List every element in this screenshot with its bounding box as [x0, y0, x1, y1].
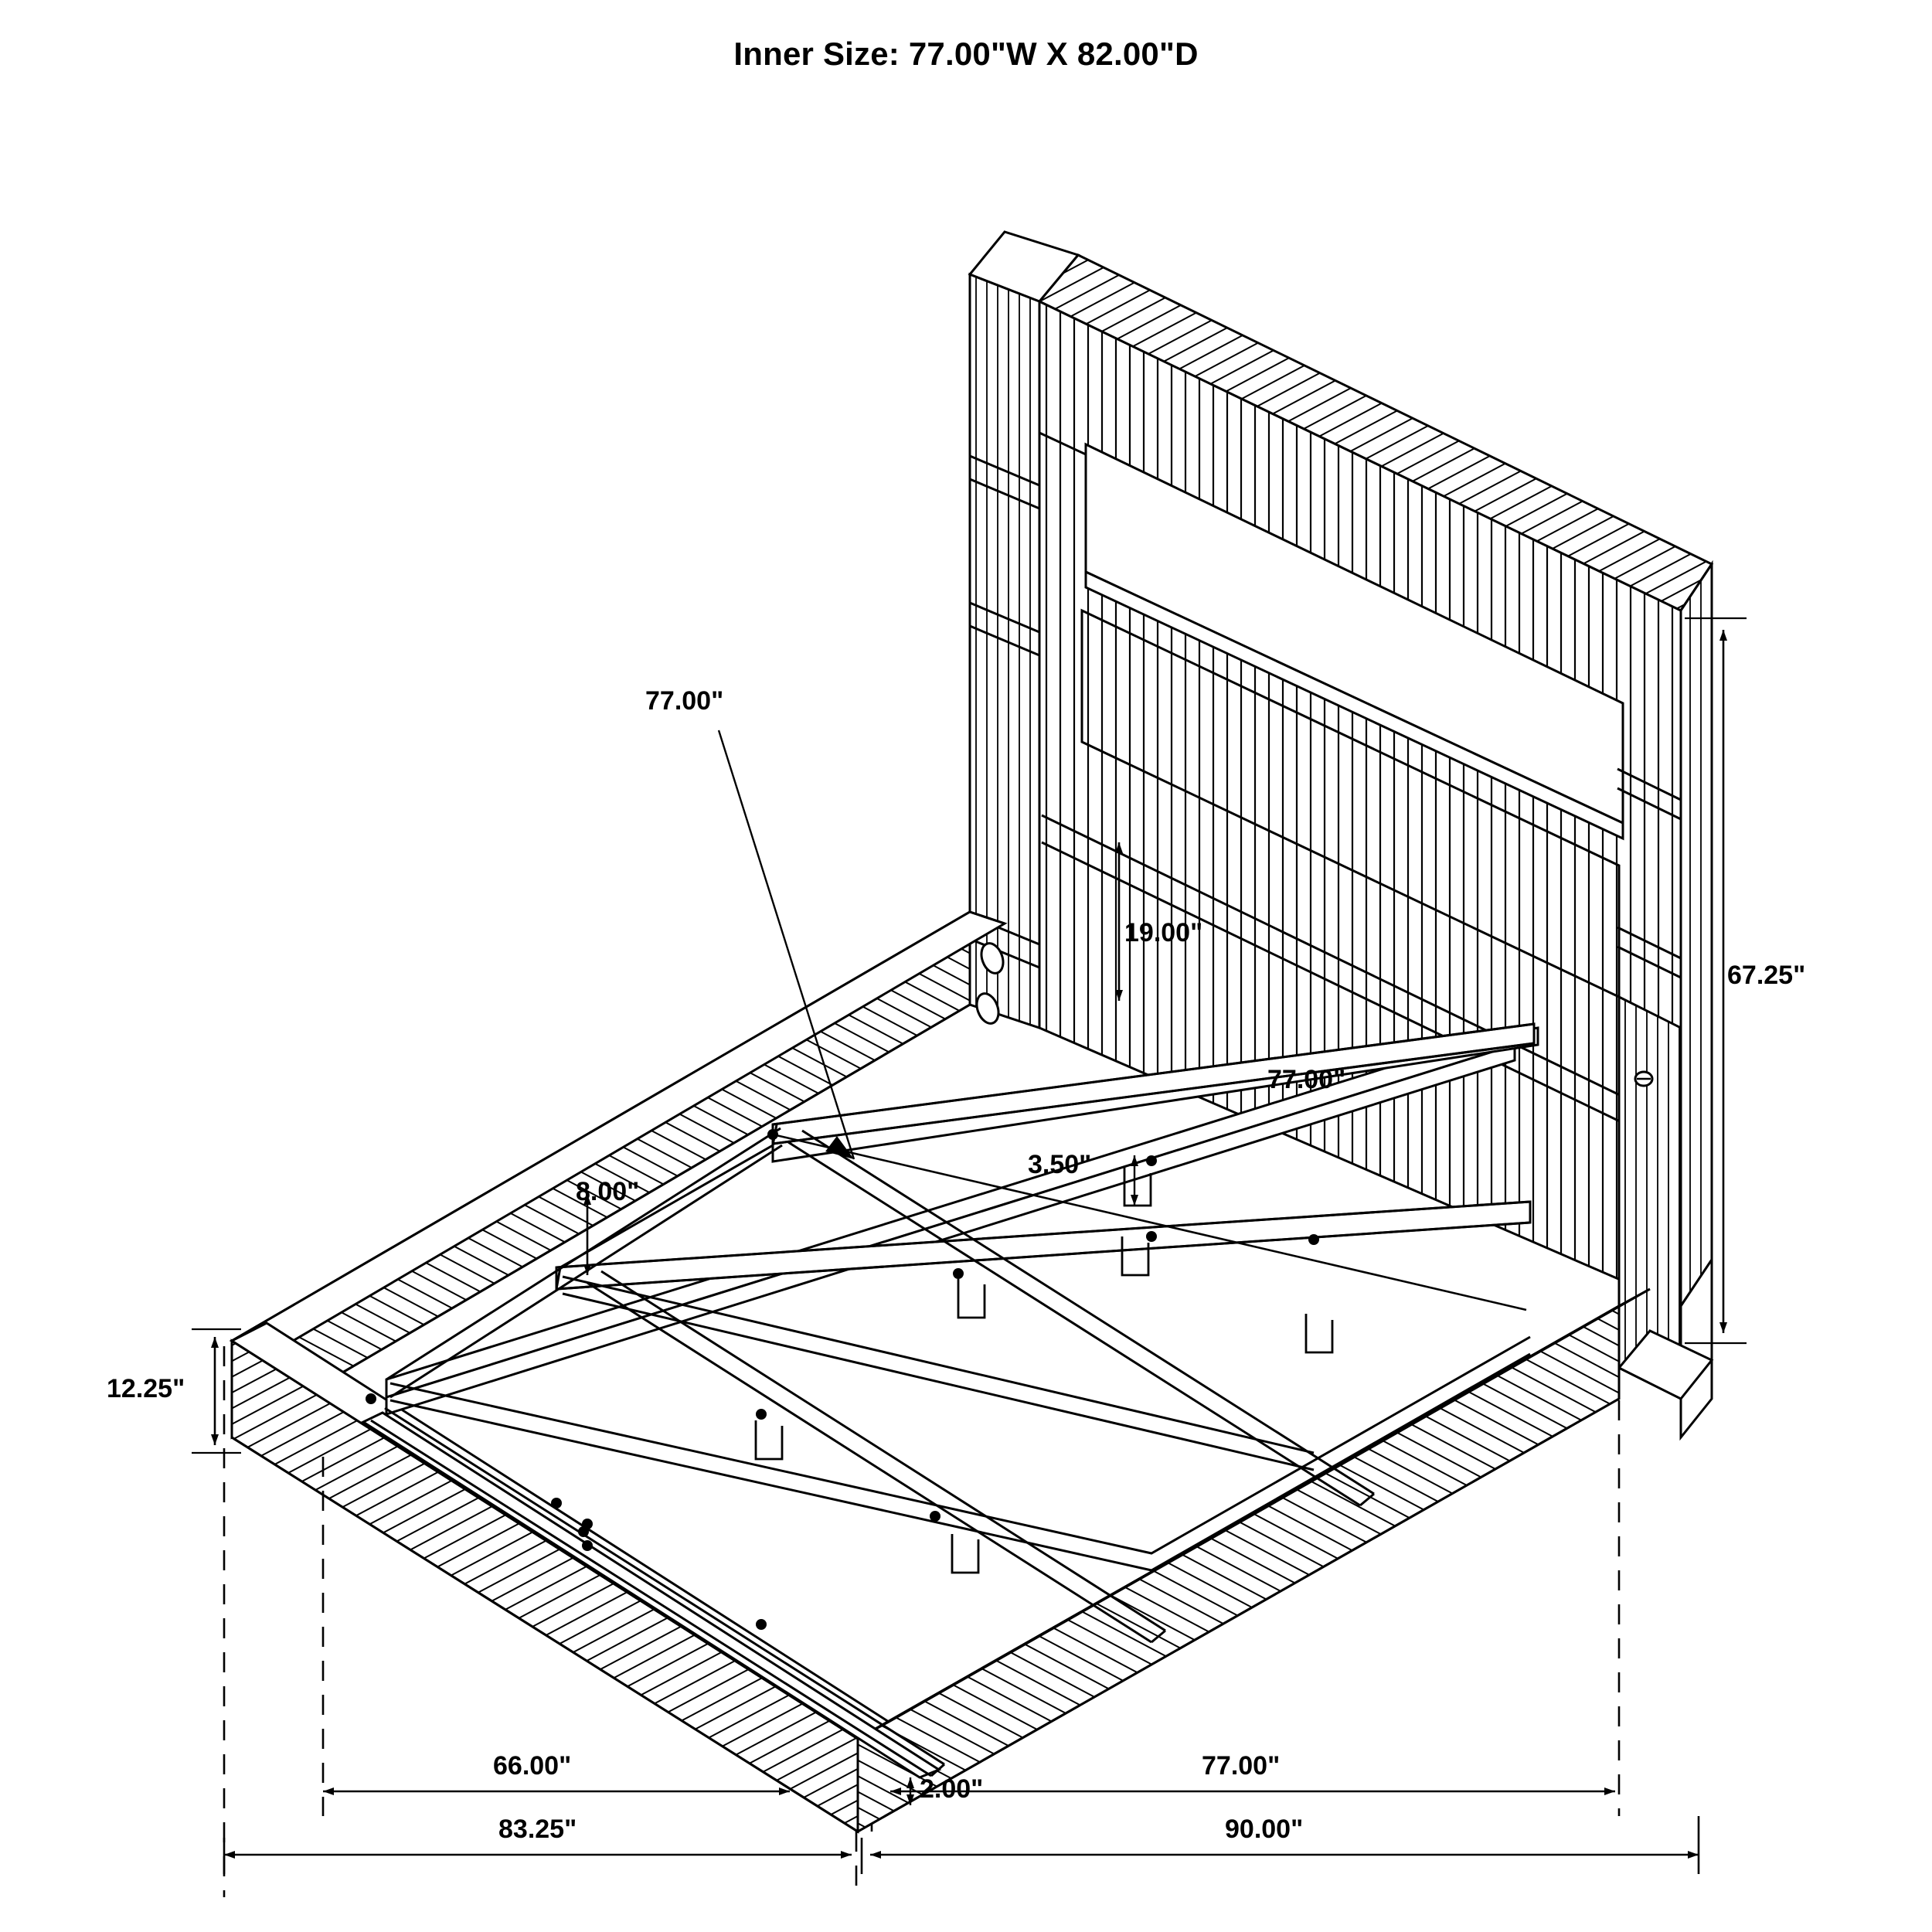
dimension-label-inner-width-top: 77.00"	[1267, 1065, 1346, 1094]
dimension-label-19: 19.00"	[1124, 918, 1203, 947]
dimension-label-12-25: 12.25"	[107, 1374, 185, 1403]
dimension-label-66-00: 66.00"	[493, 1751, 572, 1781]
dimension-label-slat-leader: 77.00"	[645, 686, 724, 716]
dimension-label-3-50: 3.50"	[1028, 1150, 1092, 1179]
dimension-label-90-00: 90.00"	[1225, 1815, 1304, 1844]
dimension-label-83-25: 83.25"	[498, 1815, 577, 1844]
dimension-label-77-00-bottom: 77.00"	[1202, 1751, 1281, 1781]
dimension-label-8-00: 8.00"	[576, 1177, 640, 1206]
dimension-label-headboard-height: 67.25"	[1727, 961, 1806, 990]
dimension-label-2-00: 2.00"	[920, 1774, 984, 1804]
page-title: Inner Size: 77.00"W X 82.00"D	[733, 36, 1199, 72]
